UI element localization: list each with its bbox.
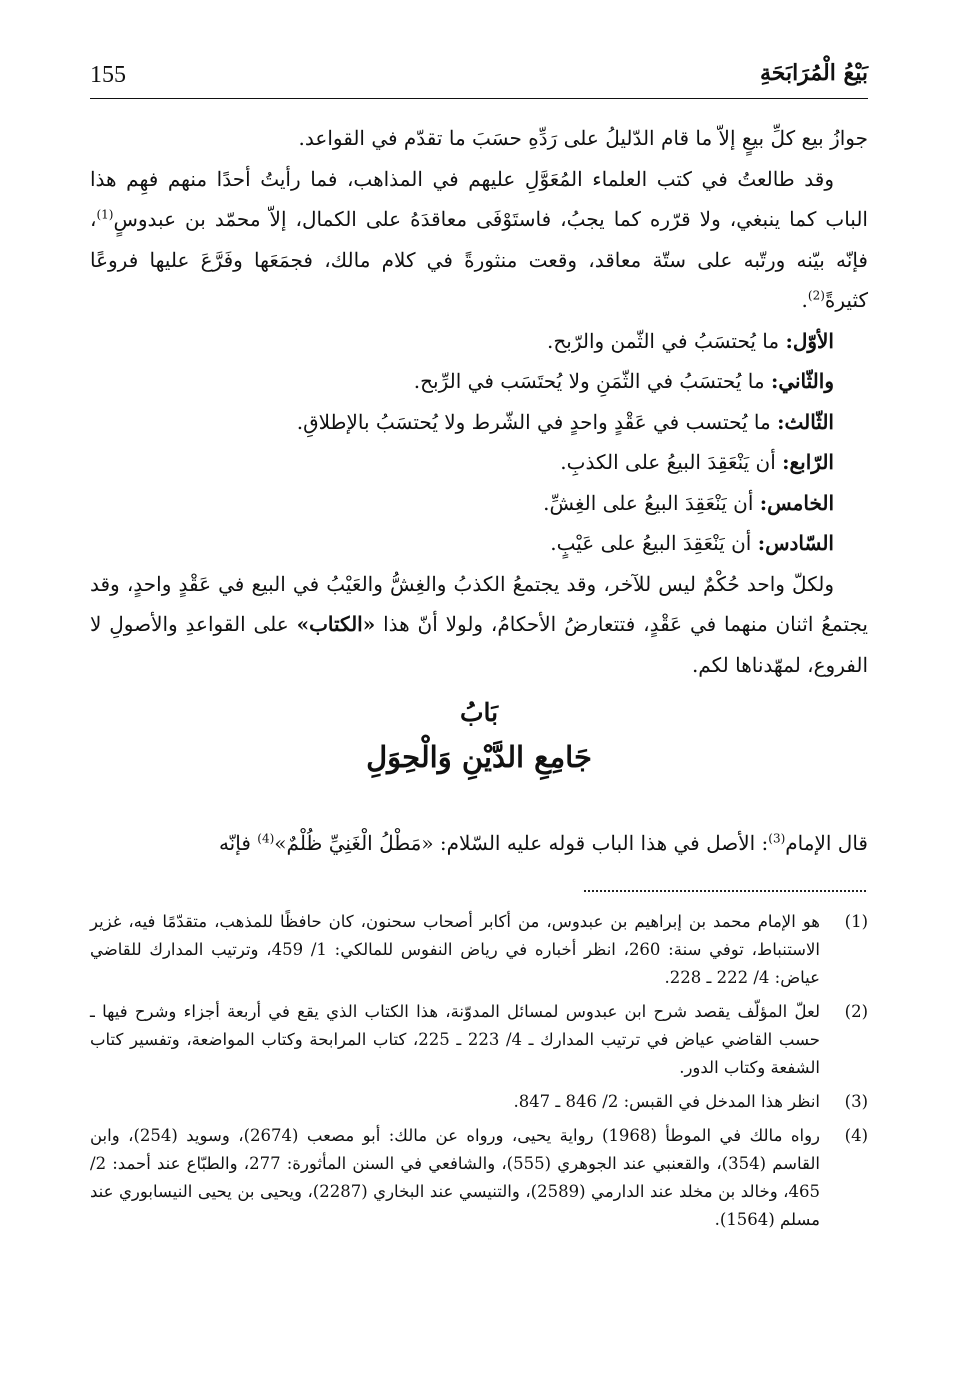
paragraph-2 [90,159,868,321]
footnote [90,908,868,992]
item-label: السّادس: [757,531,834,555]
paragraph-2-text: وقد طالعتُ في كتب العلماء المُعَوَّلِ عليهم في المذاهب، فما رأيتُ أحدًا منهم فهِم هذا الباب كما ينبغي، ولا قرّره كما يجبُ، فاستَوْفَى معاقدَهُ على الكمال، إلاّ محمّد بن عبدوسٍ [90,166,868,231]
chapter-title: جَامِعِ الدَّيْنِ وَالْحِوَلِ [366,740,592,774]
paragraph-3 [90,564,868,686]
footnotes [90,908,868,1240]
footnote-number: (4) [844,1126,868,1145]
footnote-text: انظر هذا المدخل في القبس: 2/ 846 ـ 847. [513,1092,820,1111]
footnote-text: هو الإمام محمد بن إبراهيم بن عبدوس، من أكابر أصحاب سحنون، كان حافظًا للمذهب، متقدّمًا فيه، غزير الاستنباط، توفي سنة: 260، انظر أخباره في رياض النفوس للمالكي: 1/ 459، وترتيب المدارك للقاضي عياض: 4/ 222 ـ 228. [90,912,820,987]
main-text [90,118,868,864]
footnote [90,1122,868,1234]
list-item [90,442,834,483]
paragraph-1 [90,118,868,159]
imam-text-quote: : الأصل في هذا الباب قوله عليه السّلام: «مَطْلُ الْغَنِيِّ ظُلْمٌ» [274,831,769,855]
item-label: الأوّل: [785,328,834,353]
item-label: والثّاني: [770,369,834,393]
footnote-ref-4[interactable]: (4) [257,831,275,846]
running-title: بَيْعُ الْمُرَابَحَةِ [759,60,868,86]
item-text: ما يُحتسَبُ في الثّمن والرّبح. [546,328,780,353]
list-item [90,361,834,402]
footnote-number: (2) [844,1002,868,1021]
item-label: الخامس: [759,490,834,515]
list-item [90,483,834,524]
footnote-number: (1) [844,912,868,931]
item-text: ما يُحتسب في عَقْدٍ واحدٍ في الشّرط ولا يُحتسَبُ بالإطلاقِ. [296,409,771,434]
footnote-separator [584,890,866,892]
footnote-ref-3[interactable]: (3) [768,831,786,846]
footnote-text: لعلّ المؤلّف يقصد شرح ابن عبدوس لمسائل المدوّنة، هذا الكتاب الذي يقع في أربعة أجزاء وشرح فيها ـ حسب القاضي عياض في ترتيب المدارك ـ 4/ 223 ـ 225، كتاب المرابحة وكتاب المواضعة، وتفسير كتاب الشفعة وكتاب الدور. [90,1002,820,1077]
list-item [90,402,834,443]
paragraph-1-text: جوازُ بيع كلِّ بيعٍ إلاّ ما قام الدّليلُ على رَدِّهِ حسَبَ ما تقدّم في القواعد. [298,126,868,150]
item-label: الرّابع: [782,450,834,474]
footnote [90,998,868,1082]
bab-label: بَابُ [459,698,499,727]
imam-text-end: فإنّه [218,831,251,855]
item-text: أن يَنْعَقِدَ البيعُ على الكذبِ. [560,450,776,474]
footnote-ref-2[interactable]: (2) [807,288,825,303]
paragraph-2-end: . [801,288,808,312]
footnote-text: رواه مالك في الموطأ (1968) رواية يحيى، ورواه عن مالك: أبو مصعب (2674)، وسويد (254)، وابن القاسم (354)، والقعنبي عند الجوهري (555)، والشافعي في السنن المأثورة: 277، والطبّاع عند أحمد: 2/ 465، وخالد بن مخلد عند الدارمي (2589)، والتنيسي عند البخاري (2287)، ويحيى بن يحيى النيسابوري عند مسلم (1564). [90,1126,821,1229]
page-header [90,58,868,99]
chapter-heading [90,693,868,781]
item-text: أن يَنْعَقِدَ البيعُ على الغِشِّ. [543,490,754,515]
footnote-number: (3) [844,1092,868,1111]
paragraph-3-text: ولكلّ واحد حُكْمٌ ليس للآخر، وقد يجتمعُ الكذبُ والغِشُّ والعَيْبُ في البيع في عَقْدٍ واحدٍ، وقد يجتمعُ اثنان منهما في عَقْدٍ، فتتعارضُ الأحكامُ، ولولا أنّ هذا [90,571,868,636]
list-item [90,523,834,564]
item-text: أن يَنْعَقِدَ البيعُ على عَيْبٍ. [550,531,752,555]
paragraph-3-end: على القواعدِ والأصولِ لا الفروع، لمهّدناها لكم. [90,612,868,677]
list-item [90,321,834,362]
paragraph-2-continued: ، فإنّه بيّنه ورتّبه على ستّة معاقد، وقعت منثورةً في كلام مالك، فجمَعَها وفَرَّعَ عليها فروعًا كثيرةً [90,207,868,312]
footnote-ref-1[interactable]: (1) [96,207,114,222]
book-reference: «الكتاب» [296,612,376,636]
page-number: 155 [90,62,126,88]
imam-text-start: قال الإمام [785,831,868,855]
item-label: الثّالث: [777,409,834,434]
item-text: ما يُحتسَبُ في الثّمَنِ ولا يُحتَسَب في الرِّبح. [413,369,765,393]
imam-paragraph [90,823,868,864]
footnote [90,1088,868,1116]
